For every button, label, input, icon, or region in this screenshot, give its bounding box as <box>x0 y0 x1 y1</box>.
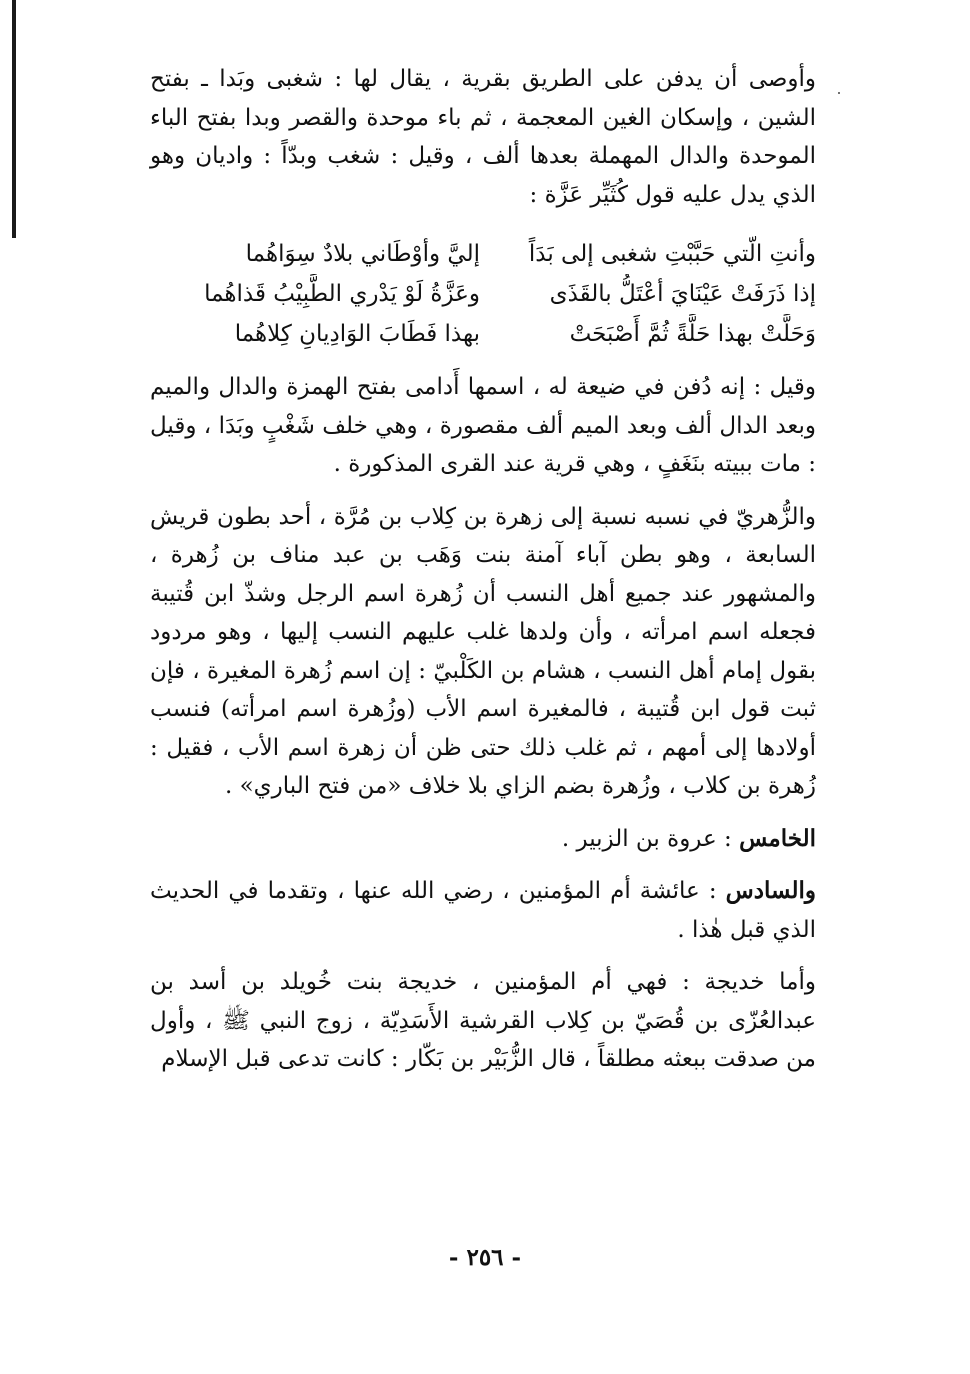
fifth-text: : عروة بن الزبير . <box>561 825 740 852</box>
poem-verse-1 <box>150 234 816 274</box>
poem-verse-3 <box>150 314 816 354</box>
page-body <box>150 60 816 1079</box>
paragraph-fifth <box>150 820 816 859</box>
poem-verse-2 <box>150 274 816 314</box>
binding-edge-line <box>12 0 16 238</box>
paragraph-burial-place: وأوصى أن يدفن على الطريق بقرية ، يقال لها : شغبى وبَدا ـ بفتح الشين ، وإسكان الغين المعجمة ، ثم باء موحدة والقصر وبدا بفتح الباء الموحدة والدال المهملة بعدها ألف ، وقيل : شغب وبدّاً : واديان وهو الذي يدل عليه قول كُثَيِّر عَزَّة : <box>150 66 816 208</box>
verse-2-second-hemistich: وعَزَّةُ لَوْ يَدْري الطَّبِيْبُ قَذاهُما <box>204 281 480 307</box>
sixth-label: والسادس <box>725 877 816 904</box>
scan-speck <box>838 92 840 94</box>
poem-kuthayyir <box>150 234 816 354</box>
paragraph-zuhri-lineage: والزُّهريّ في نسبه نسبة إلى زهرة بن كِلاب بن مُرَّة ، أحد بطون قريش السابعة ، وهو بطن آباء آمنة بنت وَهَب بن عبد مناف بن زُهرة ، والمشهور عند جميع أهل النسب أن زُهرة اسم الرجل وشذّ ابن قُتيبة فجعله اسم امرأته ، وأن ولدها غلب عليهم النسب إليها ، وهو مردود بقول إمام أهل النسب ، هشام بن الكَلْبيّ : إن اسم زُهرة المغيرة ، فإن ثبت قول ابن قُتيبة ، فالمغيرة اسم الأب (وزُهرة اسم امرأته) فنسب أولادها إلى أمهم ، ثم غلب ذلك حتى ظن أن زهرة اسم الأب ، فقيل : زُهرة بن كلاب ، وزُهرة بضم الزاي بلا خلاف «من فتح الباري» . <box>150 503 816 799</box>
verse-3-first-hemistich: وَحَلَّتْ بهذا حَلَّةً ثُمَّ أَصْبَحَتْ <box>569 321 816 347</box>
verse-3-second-hemistich: بهذا فَطَابَ الوَادِيانِ كِلاهُما <box>234 321 480 347</box>
paragraph-khadija: وأما خديجة : فهي أم المؤمنين ، خديجة بنت خُويلد بن أسد بن عبدالعُزّى بن قُصَيّ بن كِلاب القرشية الأَسَدِيّة ، زوج النبي ﷺ ، وأول من صدقت ببعثه مطلقاً ، قال الزُّبَيْر بن بَكّار : كانت تدعى قبل الإسلام <box>150 969 816 1072</box>
verse-1-second-hemistich: إليَّ وأوْطَاني بلادٌ سِوَاهُما <box>245 241 480 267</box>
fifth-label: الخامس <box>739 824 816 852</box>
paragraph-sixth <box>150 872 816 949</box>
verse-2-first-hemistich: إذا ذَرَفَتْ عَيْنَايَ أعْتَلُّ بالقَذَى <box>549 281 816 307</box>
page-number: - ٢٥٦ - <box>448 1244 522 1271</box>
verse-1-first-hemistich: وأنتِ الّتي حَبَّبْتِ شغبى إلى بَدَاً <box>528 241 816 267</box>
sixth-text: : عائشة أم المؤمنين ، رضي الله عنها ، وتقدما في الحديث الذي قبل هٰذا . <box>150 878 816 943</box>
paragraph-adama: وقيل : إنه دُفن في ضيعة له ، اسمها أَدامى بفتح الهمزة والدال والميم وبعد الدال ألف وبعد الميم ألف مقصورة ، وهي خلف شَغْبٍ وبَدَا ، وقيل : مات ببيته بنَغَفٍ ، وهي قرية عند القرى المذكورة . <box>150 374 816 477</box>
